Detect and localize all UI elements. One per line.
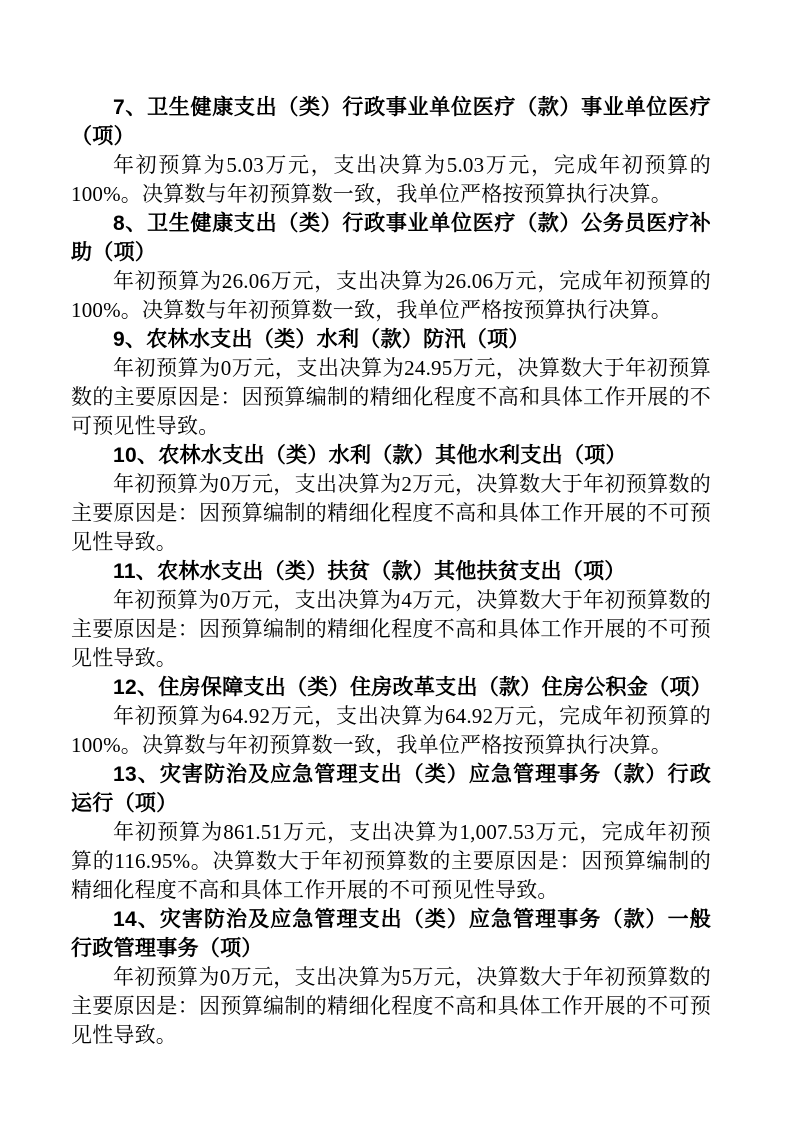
section-paragraph: 年初预算为0万元，支出决算为4万元，决算数大于年初预算数的主要原因是：因预算编制的精细化程度不高和具体工作开展的不可预见性导致。 xyxy=(71,588,711,670)
section-heading: 14、灾害防治及应急管理支出（类）应急管理事务（款）一般行政管理事务（项） xyxy=(71,908,711,960)
section-heading: 7、卫生健康支出（类）行政事业单位医疗（款）事业单位医疗（项） xyxy=(71,96,711,148)
budget-item-section-14 xyxy=(71,905,711,1050)
section-heading: 12、住房保障支出（类）住房改革支出（款）住房公积金（项） xyxy=(113,676,713,699)
budget-item-section-9 xyxy=(71,325,711,441)
section-paragraph: 年初预算为861.51万元，支出决算为1,007.53万元，完成年初预算的116.95%。决算数大于年初预算数的主要原因是：因预算编制的精细化程度不高和具体工作开展的不可预见性导致。 xyxy=(71,820,711,902)
section-paragraph: 年初预算为0万元，支出决算为5万元，决算数大于年初预算数的主要原因是：因预算编制的精细化程度不高和具体工作开展的不可预见性导致。 xyxy=(71,965,711,1047)
section-paragraph: 年初预算为5.03万元，支出决算为5.03万元，完成年初预算的100%。决算数与年初预算数一致，我单位严格按预算执行决算。 xyxy=(71,153,711,206)
budget-item-section-12 xyxy=(71,673,711,760)
section-paragraph: 年初预算为0万元，支出决算为2万元，决算数大于年初预算数的主要原因是：因预算编制的精细化程度不高和具体工作开展的不可预见性导致。 xyxy=(71,472,711,554)
section-heading: 11、农林水支出（类）扶贫（款）其他扶贫支出（项） xyxy=(113,560,626,583)
budget-item-section-11 xyxy=(71,557,711,673)
budget-item-section-8 xyxy=(71,209,711,325)
section-heading: 13、灾害防治及应急管理支出（类）应急管理事务（款）行政运行（项） xyxy=(71,763,711,815)
section-paragraph: 年初预算为0万元，支出决算为24.95万元，决算数大于年初预算数的主要原因是：因预算编制的精细化程度不高和具体工作开展的不可预见性导致。 xyxy=(71,356,711,438)
budget-item-section-10 xyxy=(71,441,711,557)
section-paragraph: 年初预算为26.06万元，支出决算为26.06万元，完成年初预算的100%。决算数与年初预算数一致，我单位严格按预算执行决算。 xyxy=(71,269,711,322)
document-content xyxy=(71,93,711,1050)
budget-item-section-7 xyxy=(71,93,711,209)
section-heading: 10、农林水支出（类）水利（款）其他水利支出（项） xyxy=(113,444,627,467)
section-heading: 9、农林水支出（类）水利（款）防汛（项） xyxy=(113,328,530,351)
section-heading: 8、卫生健康支出（类）行政事业单位医疗（款）公务员医疗补助（项） xyxy=(71,212,711,264)
section-paragraph: 年初预算为64.92万元，支出决算为64.92万元，完成年初预算的100%。决算数与年初预算数一致，我单位严格按预算执行决算。 xyxy=(71,704,711,757)
budget-item-section-13 xyxy=(71,760,711,905)
